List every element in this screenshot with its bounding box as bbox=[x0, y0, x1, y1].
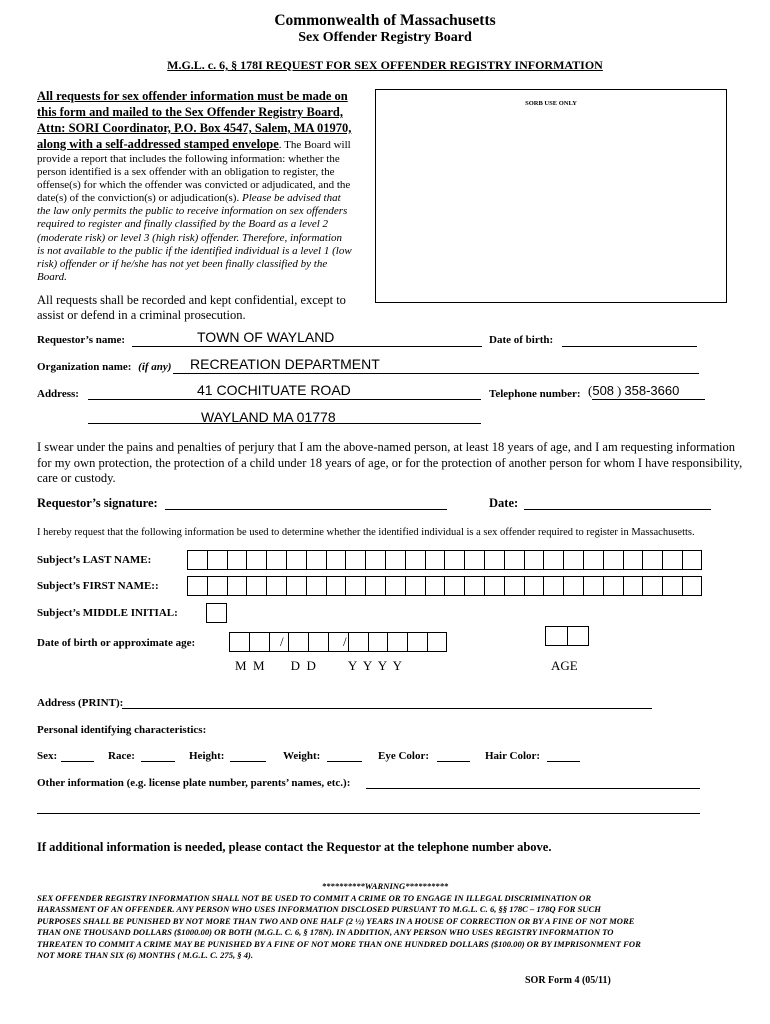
warning-line: HARASSMENT OF AN OFFENDER. ANY PERSON WHO USES INFORMATION DISCLOSED PURSUANT TO M.G.L. C. 6, §§ 178C – 178Q FOR SUCH bbox=[37, 904, 601, 915]
form-heading: M.G.L. c. 6, § 178I REQUEST FOR SEX OFFENDER REGISTRY INFORMATION bbox=[167, 58, 603, 72]
warning-line: SEX OFFENDER REGISTRY INFORMATION SHALL NOT BE USED TO COMMIT A CRIME OR TO ENGAGE IN ILLEGAL DISCRIMINATION OR bbox=[37, 893, 592, 903]
confidential-line: All requests shall be recorded and kept confidential, except to bbox=[37, 293, 346, 307]
intro-bold-line-4: along with a self-addressed stamped envelope bbox=[37, 137, 279, 151]
phone-number: 358-3660 bbox=[624, 383, 680, 398]
dob-format-caption: M M D D Y Y Y Y bbox=[235, 658, 403, 673]
intro-italic-line: the law only permits the public to receive information on sex offenders bbox=[37, 205, 348, 218]
dob-slash-1: / bbox=[280, 634, 284, 649]
subject-address-label: Address (PRINT): bbox=[37, 697, 124, 709]
subject-last-name-boxes[interactable] bbox=[187, 550, 702, 570]
form-id: SOR Form 4 (05/11) bbox=[525, 975, 611, 986]
confidential-note bbox=[37, 293, 346, 323]
requestor-dob-field[interactable] bbox=[562, 346, 697, 347]
warning-line: THREATEN TO COMMIT A CRIME MAY BE PUNISHED BY A FINE OF NOT MORE THAN ONE HUNDRED DOLLARS ($100.00) OR BY IMPRISONMENT FOR bbox=[37, 938, 641, 949]
address-value-line-2: WAYLAND MA 01778 bbox=[201, 409, 336, 425]
request-statement: I hereby request that the following information be used to determine whether the identified individual is a sex offender required to register in Massachusetts. bbox=[37, 527, 695, 538]
subject-first-name-label: Subject’s FIRST NAME:: bbox=[37, 580, 159, 592]
telephone-value bbox=[588, 383, 679, 399]
requestor-name-field[interactable] bbox=[132, 346, 482, 347]
other-information-label: Other information (e.g. license plate number, parents’ names, etc.): bbox=[37, 777, 351, 789]
warning-heading: **********WARNING********** bbox=[321, 881, 449, 891]
confidential-line: assist or defend in a criminal prosecution. bbox=[37, 308, 246, 322]
height-field[interactable] bbox=[230, 761, 266, 762]
other-information-field-2[interactable] bbox=[37, 813, 700, 814]
intro-bold-line-2: this form and mailed to the Sex Offender Registry Board, bbox=[37, 105, 343, 119]
warning-line: PURPOSES SHALL BE PUNISHED BY NOT MORE THAN TWO AND ONE HALF (2 ½) YEARS IN A HOUSE OF CORRECTION OR BY A FINE OF NOT MORE bbox=[37, 915, 635, 926]
hair-color-field[interactable] bbox=[547, 761, 580, 762]
perjury-oath: I swear under the pains and penalties of perjury that I am the above-named person, at least 18 years of age, and I am requesting information for my own protection, the protection of a child under 18 years of age, or for the protection of another person for whom I have responsibility, care or custody. bbox=[37, 440, 743, 485]
page-subtitle: Sex Offender Registry Board bbox=[298, 30, 472, 45]
signature-label: Requestor’s signature: bbox=[37, 496, 158, 510]
intro-italic-line: required to register and finally classified by the Board as a level 2 bbox=[37, 218, 329, 231]
phone-paren-close: ) bbox=[617, 383, 622, 398]
intro-bold-line-1: All requests for sex offender information must be made on bbox=[37, 89, 348, 103]
intro-italic-line: Board. bbox=[37, 270, 67, 283]
eye-color-label: Eye Color: bbox=[378, 750, 430, 762]
phone-paren-open: ( bbox=[588, 383, 593, 398]
subject-last-name-label: Subject’s LAST NAME: bbox=[37, 554, 152, 566]
dob-slash-2: / bbox=[343, 634, 347, 649]
telephone-field[interactable] bbox=[592, 399, 705, 400]
other-information-field-1[interactable] bbox=[366, 788, 700, 789]
intro-body-line: date(s) of the conviction(s) or adjudication(s). bbox=[37, 192, 242, 205]
requestor-dob-label: Date of birth: bbox=[489, 334, 554, 346]
intro-italic-line: (moderate risk) or level 3 (high risk) offender. Therefore, information bbox=[37, 231, 342, 244]
eye-color-field[interactable] bbox=[437, 761, 470, 762]
organization-name-field[interactable] bbox=[173, 373, 699, 374]
signature-date-field[interactable] bbox=[524, 509, 711, 510]
address-field-line-1[interactable] bbox=[88, 399, 481, 400]
age-caption: AGE bbox=[551, 658, 578, 673]
intro-italic-line: is not available to the public if the identified individual is a level 1 (low bbox=[37, 244, 352, 257]
signature-field[interactable] bbox=[165, 509, 447, 510]
organization-label-text: Organization name: bbox=[37, 361, 132, 373]
intro-line-4-tail: . The Board will bbox=[278, 139, 351, 151]
organization-name-label bbox=[37, 361, 171, 373]
weight-label: Weight: bbox=[283, 750, 321, 762]
height-label: Height: bbox=[189, 750, 225, 762]
race-field[interactable] bbox=[141, 761, 175, 762]
sorb-use-only-box bbox=[375, 89, 727, 303]
subject-age-boxes[interactable] bbox=[545, 626, 589, 646]
subject-middle-initial-box[interactable] bbox=[206, 603, 227, 623]
characteristics-label: Personal identifying characteristics: bbox=[37, 724, 207, 736]
signature-date-label: Date: bbox=[489, 496, 519, 510]
telephone-label: Telephone number: bbox=[489, 388, 581, 400]
intro-body-line: offense(s) for which the offender was convicted or adjudicated, and the bbox=[37, 179, 351, 192]
phone-area-code: 508 bbox=[592, 383, 615, 398]
subject-dob-boxes[interactable] bbox=[229, 632, 447, 652]
sorb-use-only-label: SORB USE ONLY bbox=[525, 100, 577, 107]
intro-paragraph bbox=[37, 88, 372, 284]
subject-address-field[interactable] bbox=[122, 708, 652, 709]
subject-middle-initial-label: Subject’s MIDDLE INITIAL: bbox=[37, 607, 178, 619]
intro-bold-line-3: Attn: SORI Coordinator, P.O. Box 4547, Salem, MA 01970, bbox=[37, 121, 352, 135]
requestor-name-label: Requestor’s name: bbox=[37, 334, 126, 346]
sex-field[interactable] bbox=[61, 761, 94, 762]
organization-name-value: RECREATION DEPARTMENT bbox=[190, 356, 380, 372]
sex-label: Sex: bbox=[37, 750, 58, 762]
contact-note: If additional information is needed, please contact the Requestor at the telephone number above. bbox=[37, 840, 552, 854]
page-title: Commonwealth of Massachusetts bbox=[274, 12, 496, 29]
subject-dob-label: Date of birth or approximate age: bbox=[37, 637, 196, 649]
warning-line: NOT MORE THAN SIX (6) MONTHS ( M.G.L. C. 275, § 4). bbox=[37, 950, 254, 961]
requestor-name-value: TOWN OF WAYLAND bbox=[197, 329, 335, 345]
intro-italic-lead: Please be advised that bbox=[241, 192, 341, 205]
warning-line: THAN ONE THOUSAND DOLLARS ($1000.00) OR BOTH (M.G.L. C. 6, § 178N). IN ADDITION, ANY PERSON WHO USES REGISTRY INFORMATION TO bbox=[37, 927, 614, 938]
hair-color-label: Hair Color: bbox=[485, 750, 541, 762]
organization-if-any: (if any) bbox=[138, 361, 172, 373]
warning-text bbox=[37, 893, 762, 961]
intro-body-line: person identified is a sex offender with an obligation to register, the bbox=[37, 166, 335, 179]
address-value-line-1: 41 COCHITUATE ROAD bbox=[197, 382, 351, 398]
subject-first-name-boxes[interactable] bbox=[187, 576, 702, 596]
intro-italic-line: risk) offender or if he/she has not yet been finally classified by the bbox=[37, 257, 328, 270]
address-label: Address: bbox=[37, 388, 79, 400]
weight-field[interactable] bbox=[327, 761, 362, 762]
intro-body-line: provide a report that includes the following information: whether the bbox=[37, 153, 340, 165]
race-label: Race: bbox=[108, 750, 135, 762]
